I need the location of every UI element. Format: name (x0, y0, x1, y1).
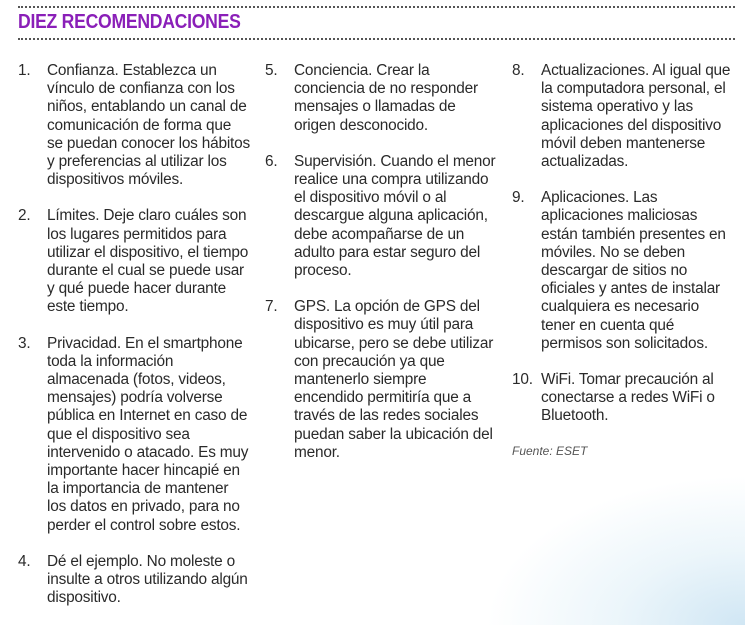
column-2 (265, 62, 497, 480)
recommendation-item (18, 62, 250, 189)
item-number: 6. (265, 152, 278, 170)
recommendation-item (18, 335, 250, 535)
background-decoration (485, 475, 745, 625)
item-text: Supervisión. Cuando el menor realice una compra utilizando el dispositivo móvil o al descargue alguna aplicación, debe acompañarse de un adulto para estar seguro del proceso. (294, 152, 496, 280)
item-text: Conciencia. Crear la conciencia de no responder mensajes o llamadas de origen desconocido. (294, 62, 478, 134)
item-text: Dé el ejemplo. No moleste o insulte a otros utilizando algún dispositivo. (47, 552, 248, 607)
dotted-rule-bottom (18, 38, 735, 40)
item-text: WiFi. Tomar precaución al conectarse a redes WiFi o Bluetooth. (541, 371, 715, 425)
recommendation-item (512, 371, 736, 426)
recommendation-item (265, 153, 497, 280)
item-number: 8. (512, 62, 525, 79)
column-3 (512, 62, 736, 458)
item-text: Privacidad. En el smartphone toda la información almacenada (fotos, videos, mensajes) podría volverse pública en Internet en caso de que el dispositivo sea intervenido o atacado. Es muy importante hacer hincapié en la importancia de mantener los datos en privado, para no perder el control sobre estos. (47, 334, 249, 534)
item-number: 7. (265, 298, 278, 316)
item-text: GPS. La opción de GPS del dispositivo es muy útil para ubicarse, pero se debe utilizar con precaución ya que mantenerlo siempre encendido permitiría que a través de las redes sociales puedan saber la ubicación del menor. (294, 298, 494, 461)
recommendation-item (265, 62, 497, 135)
dotted-rule-top (18, 6, 735, 8)
item-number: 2. (18, 207, 31, 225)
recommendation-item (512, 189, 736, 353)
item-text: Aplicaciones. Las aplicaciones maliciosas están también presentes en móviles. No se deben descargar de sitios no oficiales y antes de instalar cualquiera es necesario tener en cuenta qué permisos son solicitados. (541, 189, 726, 352)
recommendation-item (512, 62, 736, 171)
item-number: 1. (18, 62, 31, 79)
recommendation-item (265, 298, 497, 462)
recommendation-item (18, 207, 250, 316)
item-number: 5. (265, 62, 278, 79)
column-1 (18, 62, 250, 625)
item-text: Límites. Deje claro cuáles son los lugares permitidos para utilizar el dispositivo, el tiempo durante el cual se puede usar y qué puede hacer durante este tiempo. (47, 207, 249, 316)
item-number: 9. (512, 189, 525, 207)
item-number: 3. (18, 334, 31, 352)
item-text: Confianza. Establezca un vínculo de confianza con los niños, entablando un canal de comunicación de forma que se puedan conocer los hábitos y preferencias al utilizar los dispositivos móviles. (47, 62, 250, 189)
item-number: 10. (512, 371, 533, 389)
item-text: Actualizaciones. Al igual que la computadora personal, el sistema operativo y las aplicaciones del dispositivo móvil deben mantenerse actualizadas. (541, 62, 731, 171)
item-number: 4. (18, 552, 31, 570)
section-title: DIEZ RECOMENDACIONES (18, 11, 241, 33)
source-credit: Fuente: ESET (512, 443, 588, 458)
recommendation-item (18, 553, 250, 608)
